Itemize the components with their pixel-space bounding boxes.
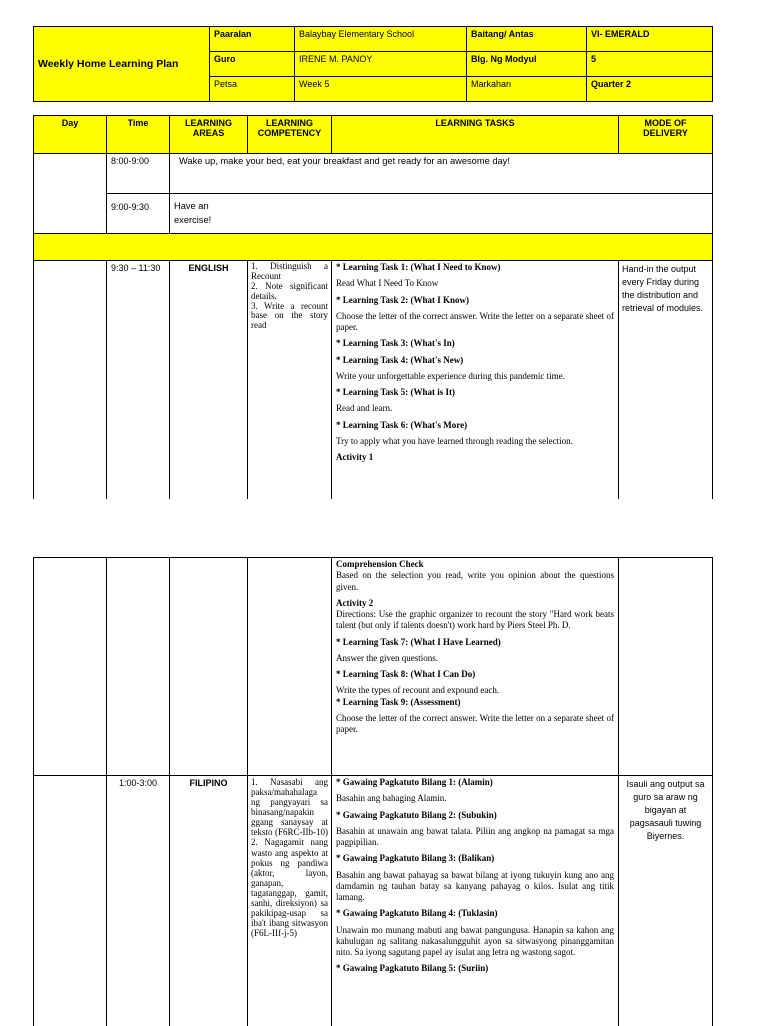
mode-english: Hand-in the output every Friday during the distribution and retrieval of modules. (619, 261, 713, 499)
task-text: Based on the selection you read, write you opinion about the questions given. (336, 570, 614, 592)
col-time: Time (107, 116, 170, 154)
time-cell: 1:00-3:00 (107, 776, 170, 1026)
col-mode-of-delivery: MODE OF DELIVERY (619, 116, 713, 154)
task-heading: * Learning Task 5: (What is It) (336, 387, 456, 397)
task-text: Choose the letter of the correct answer. Write the letter on a separate sheet of paper. (336, 310, 614, 332)
task-heading: * Gawaing Pagkatuto Bilang 2: (Subukin) (336, 809, 497, 820)
subject-english: ENGLISH (170, 261, 248, 499)
day-cell (34, 776, 107, 1026)
task-heading: * Learning Task 1: (What I Need to Know) (336, 262, 501, 272)
competency-filipino: 1. Nasasabi ang paksa/mahahalaga ng pangyayari sa binasang/napakin ggang sanaysay at teksto (F6RC-IIb-10) 2. Nagagamit nang wasto ang aspekto at pokus ng pandiwa (aktor, layon, ganapan, tagatanggap, gamit, sanhi, direksiyon) sa pakikipag-usap sa iba't ibang sitwasyon (F6L-IIf-j-5) (248, 776, 332, 1026)
time-cell: 9:00-9:30 (107, 194, 170, 234)
task-heading: * Learning Task 4: (What's New) (336, 354, 464, 365)
task-text: Basahin ang bahaging Alamin. (336, 793, 447, 804)
value-teacher: IRENE M. PANOY (295, 52, 467, 77)
task-text: Choose the letter of the correct answer. Write the letter on a separate sheet of paper. (336, 712, 614, 734)
time-cell (107, 558, 170, 776)
task-text: Basahin at unawain ang bawat talata. Piliin ang angkop na pamagat sa mga pagpipilian. (336, 825, 614, 847)
label-petsa: Petsa (210, 77, 295, 102)
task-text: Read What I Need To Know (336, 278, 439, 289)
area-cell (170, 558, 248, 776)
col-day: Day (34, 116, 107, 154)
task-text: Directions: Use the graphic organizer to recount the story "Hard work beats talent (but only if talents doesn't) work hard by Piers Steel Ph. D. (336, 609, 614, 631)
value-school: Balaybay Elementary School (295, 27, 467, 52)
value-quarter: Quarter 2 (587, 77, 713, 102)
day-cell (34, 154, 107, 234)
competency-english (248, 261, 332, 499)
task-heading: Comprehension Check (336, 559, 424, 569)
task-heading: * Gawaing Pagkatuto Bilang 1: (Alamin) (336, 777, 493, 787)
task-text: Unawain mo munang mabuti ang bawat pangungusa. Hanapin sa kahon ang kahulugan ng salitang nakasalungguhit ayon sa sitwasyong pinanggamitan nito. Sa iyong sagutang papel ay isulat ang letra ng wastong sagot. (336, 924, 614, 957)
task-text: Try to apply what you have learned through reading the selection. (336, 435, 573, 446)
task-heading: * Learning Task 2: (What I Know) (336, 294, 470, 305)
value-module: 5 (587, 52, 713, 77)
task-heading: * Learning Task 7: (What I Have Learned) (336, 636, 501, 647)
break-row (34, 234, 713, 261)
task-text: Write your unforgettable experience during this pandemic time. (336, 370, 565, 381)
competency-item: 2. Note significant details. (251, 280, 328, 301)
competency-item: 3. Write a recount base on the story read (251, 300, 328, 331)
competency-cell (248, 558, 332, 776)
learning-plan-table-continued (33, 557, 713, 1026)
header-info-table (33, 26, 713, 102)
col-learning-tasks: LEARNING TASKS (332, 116, 619, 154)
task-text: Basahin ang bawat pahayag sa bawat bilang at iyong tukuyin kung ano ang damdamin ng tauhan batay sa kanyang pahayag o kilos. Isulat ang titik lamang. (336, 869, 614, 902)
task-heading: Activity 1 (336, 452, 374, 462)
tasks-filipino (332, 776, 619, 1026)
mode-filipino: Isauli ang output sa guro sa araw ng bigayan at pagsasauli tuwing Biyernes. (619, 776, 713, 1026)
plan-title: Weekly Home Learning Plan (34, 27, 210, 102)
task-heading: * Learning Task 3: (What's In) (336, 338, 455, 349)
task-heading: * Learning Task 6: (What's More) (336, 419, 468, 430)
label-baitang: Baitang/ Antas (467, 27, 587, 52)
routine-text: Wake up, make your bed, eat your breakfast and get ready for an awesome day! (170, 154, 713, 194)
task-heading: Activity 2 (336, 597, 374, 608)
label-markahan: Markahan (467, 77, 587, 102)
task-heading: * Gawaing Pagkatuto Bilang 4: (Tuklasin) (336, 908, 498, 919)
tasks-english-continued (332, 558, 619, 776)
task-heading: * Learning Task 9: (Assessment) (336, 696, 461, 707)
col-learning-areas: LEARNING AREAS (170, 116, 248, 154)
value-grade: VI- EMERALD (587, 27, 713, 52)
time-cell: 8:00-9:00 (107, 154, 170, 194)
label-guro: Guro (210, 52, 295, 77)
competency-item: 1. Distinguish a Recount (251, 261, 328, 281)
learning-plan-table (33, 115, 713, 499)
time-cell: 9:30 – 11:30 (107, 261, 170, 499)
mode-cell (619, 558, 713, 776)
task-heading: * Learning Task 8: (What I Can Do) (336, 669, 476, 679)
task-heading: * Gawaing Pagkatuto Bilang 5: (Suriin) (336, 963, 489, 974)
task-heading: * Gawaing Pagkatuto Bilang 3: (Balikan) (336, 853, 495, 864)
col-learning-competency: LEARNING COMPETENCY (248, 116, 332, 154)
label-modyul: Blg. Ng Modyul (467, 52, 587, 77)
day-cell (34, 261, 107, 499)
exercise-text: Have an exercise! (174, 201, 212, 225)
task-text: Answer the given questions. (336, 652, 438, 663)
task-text: Read and learn. (336, 403, 393, 414)
subject-filipino: FILIPINO (170, 776, 248, 1026)
task-text: Write the types of recount and expound each. (336, 685, 500, 696)
day-cell (34, 558, 107, 776)
value-week: Week 5 (295, 77, 467, 102)
label-paaralan: Paaralan (210, 27, 295, 52)
routine-text (170, 194, 713, 234)
tasks-english (332, 261, 619, 499)
